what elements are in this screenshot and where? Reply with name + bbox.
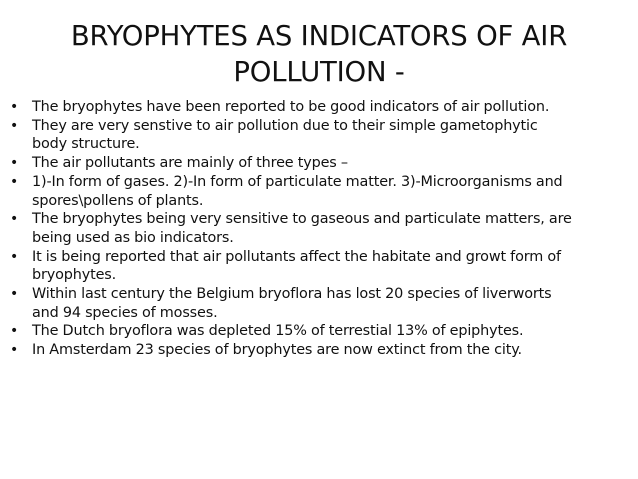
bullet-item-5	[10, 210, 630, 247]
bullet-line: The bryophytes being very sensitive to gaseous and particulate matters, are	[32, 211, 572, 228]
bullet-text	[32, 117, 630, 154]
bullet-line: and 94 species of mosses.	[32, 304, 218, 321]
bullet-line: spores\pollens of plants.	[32, 192, 204, 209]
bullet-item-2	[10, 117, 630, 154]
slide-title	[26, 18, 612, 90]
bullet-text	[32, 322, 630, 341]
bullet-text	[32, 98, 630, 117]
bullet-line: The air pollutants are mainly of three types –	[32, 155, 348, 172]
bullet-text	[32, 173, 630, 210]
bullet-list	[10, 98, 630, 360]
title-line-2: POLLUTION -	[233, 56, 405, 88]
bullet-text	[32, 285, 630, 322]
bullet-line: In Amsterdam 23 species of bryophytes are now extinct from the city.	[32, 342, 522, 359]
bullet-text	[32, 210, 630, 247]
bullet-line: bryophytes.	[32, 267, 117, 284]
bullet-item-6	[10, 248, 630, 285]
title-line-1: BRYOPHYTES AS INDICATORS OF AIR	[70, 20, 568, 52]
bullet-item-7	[10, 285, 630, 322]
bullet-text	[32, 248, 630, 285]
bullet-icon: •	[10, 286, 19, 303]
bullet-item-3	[10, 154, 630, 173]
bullet-line: The Dutch bryoflora was depleted 15% of terrestial 13% of epiphytes.	[32, 323, 524, 340]
bullet-item-1	[10, 98, 630, 117]
bullet-icon: •	[10, 155, 19, 172]
bullet-icon: •	[10, 248, 19, 265]
bullet-line: They are very senstive to air pollution due to their simple gametophytic	[32, 117, 538, 134]
bullet-icon: •	[10, 99, 19, 115]
bullet-icon: •	[10, 173, 19, 190]
bullet-icon: •	[10, 117, 19, 134]
bullet-item-9	[10, 341, 630, 360]
bullet-line: being used as bio indicators.	[32, 229, 234, 246]
bullet-item-8	[10, 322, 630, 341]
bullet-line: Within last century the Belgium bryoflora has lost 20 species of liverworts	[32, 286, 552, 303]
bullet-icon: •	[10, 323, 19, 340]
bullet-line: body structure.	[32, 136, 140, 153]
bullet-icon: •	[10, 211, 19, 228]
bullet-line: 1)-In form of gases. 2)-In form of particulate matter. 3)-Microorganisms and	[32, 173, 563, 190]
bullet-text	[32, 154, 630, 173]
bullet-item-4	[10, 173, 630, 210]
bullet-line: The bryophytes have been reported to be good indicators of air pollution.	[32, 99, 550, 115]
bullet-icon: •	[10, 342, 19, 359]
bullet-line: It is being reported that air pollutants affect the habitate and growt form of	[32, 248, 561, 265]
bullet-text	[32, 341, 630, 360]
